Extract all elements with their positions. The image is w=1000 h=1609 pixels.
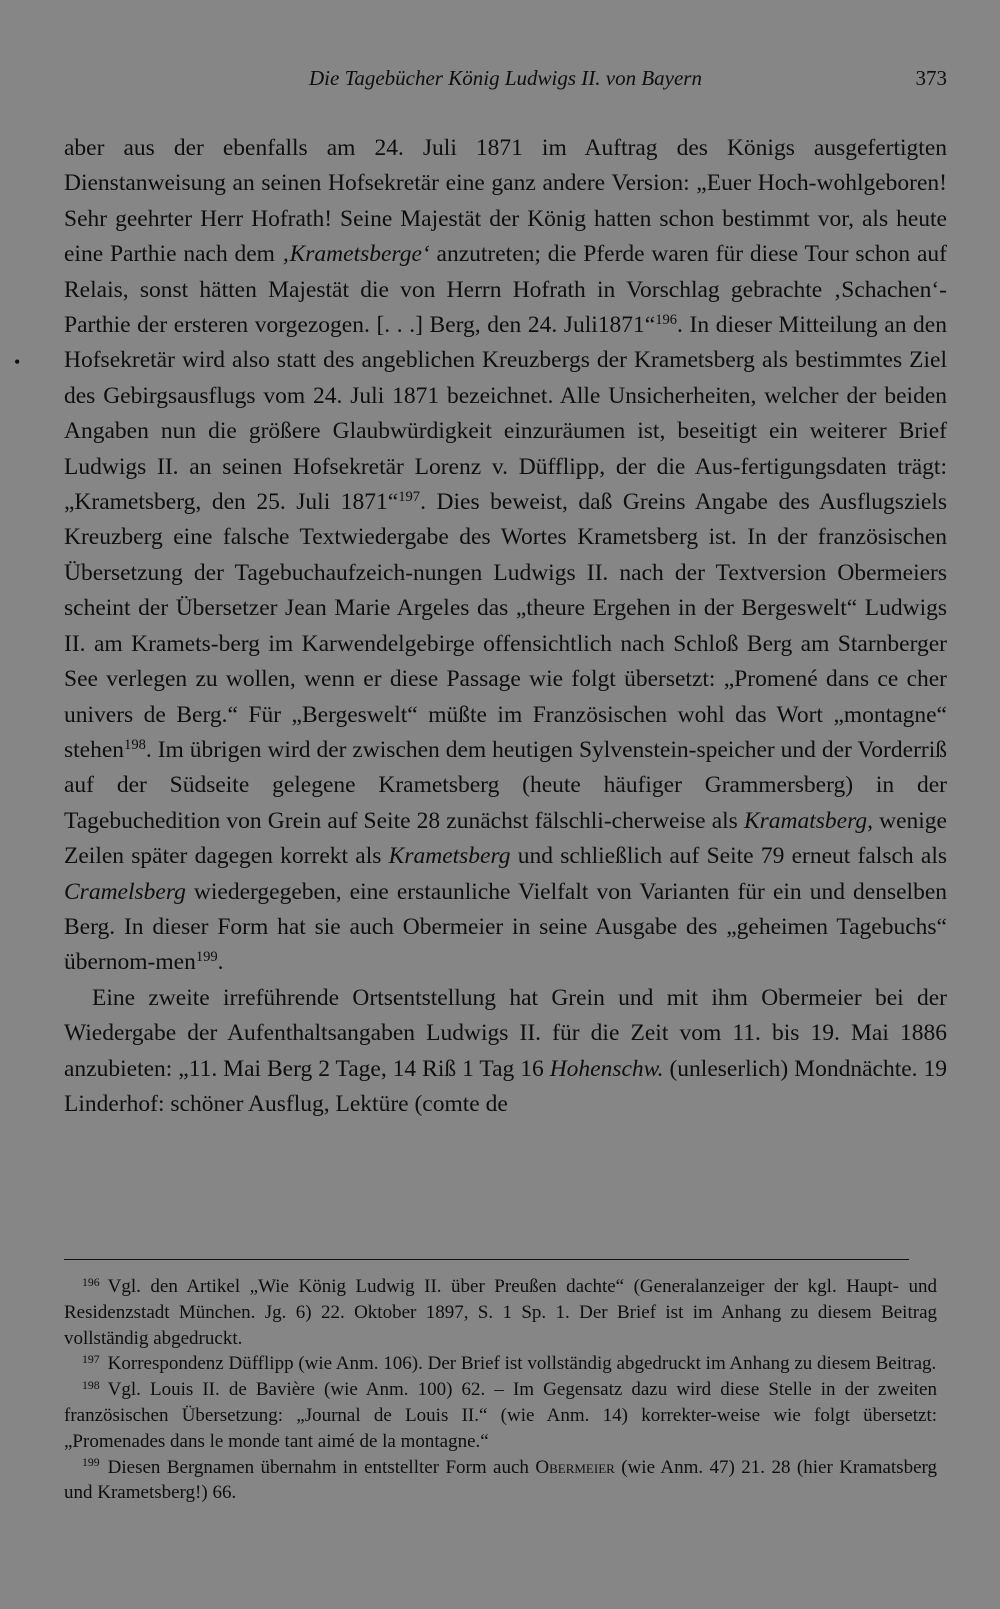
- footnotes: [64, 1274, 937, 1506]
- footnote-ref-199[interactable]: 199: [195, 949, 218, 966]
- footnote-number: 196: [82, 1275, 100, 1289]
- text-run: Eine zweite irreführende Ortsentstellung hat Grein und mit ihm Obermeier bei der Wiedergabe der Aufenthaltsangaben Ludwigs II. für die Zeit vom 11. bis 19. Mai 1886 anzubieten: „11. Mai Berg 2 Tage, 14 Riß 1 Tag 16: [64, 984, 947, 1082]
- page-number: 373: [915, 66, 947, 90]
- paragraph-1: [64, 131, 947, 981]
- italic-run: Hohenschw.: [549, 1055, 664, 1082]
- footnote-197: [64, 1351, 937, 1377]
- text-run: und schließlich auf Seite 79 erneut falsch als: [510, 843, 947, 870]
- text-run: . Dies beweist, daß Greins Angabe des Ausflugsziels Kreuzberg eine falsche Textwiedergabe des Wortes Krametsberg ist. In der französischen Übersetzung der Tagebuchaufzeich-nungen Ludwigs II. nach der Textversion Obermeiers scheint der Übersetzer Jean Marie Argeles das „theure Ergehen in der Bergeswelt“ Ludwigs II. am Kramets-berg im Karwendelgebirge offensichtlich nach Schloß Berg am Starnberger See verlegen zu wollen, wenn er diese Passage wie folgt übersetzt: „Promené dans ce cher univers de Berg.“ Für „Bergeswelt“ müßte im Französischen wohl das Wort „montagne“ stehen: [64, 489, 948, 763]
- body-text: [64, 131, 947, 1122]
- paragraph-2: [64, 981, 947, 1123]
- footnote-199: [64, 1455, 937, 1507]
- margin-mark: •: [14, 352, 21, 372]
- running-header: [64, 62, 947, 94]
- text-run: aber aus der ebenfalls am 24. Juli 1871 im Auftrag des Königs ausgefertigten Dienstanweisung an seinen Hofsekretär eine ganz andere Version: „Euer Hoch-wohlgeboren! Sehr geehrter Herr Hofrath! Seine Majestät der König hatten schon bestimmt vor, als heute eine Parthie nach dem: [64, 135, 947, 268]
- italic-run: Kramatsberg: [743, 807, 868, 834]
- footnote-text: Korrespondenz Düfflipp (wie Anm. 106). Der Brief ist vollständig abgedruckt im Anhang zu diesem Beitrag.: [107, 1353, 937, 1375]
- italic-run: Krametsberg: [388, 843, 511, 870]
- footnote-ref-196[interactable]: 196: [655, 312, 678, 329]
- footnote-number: 198: [82, 1378, 100, 1392]
- footnote-text: Diesen Bergnamen übernahm in entstellter Form auch: [107, 1456, 536, 1478]
- text-run: . In dieser Mitteilung an den Hofsekretär wird also statt des angeblichen Kreuzbergs der Krametsberg als bestimmtes Ziel des Gebirgsausflugs vom 24. Juli 1871 bezeichnet. Alle Unsicherheiten, welcher der beiden Angaben nun die größere Glaubwürdigkeit einzuräumen ist, beseitigt ein weiterer Brief Ludwigs II. an seinen Hofsekretär Lorenz v. Düfflipp, der die Aus-fertigungsdaten trägt: „Krametsberg, den 25. Juli 1871“: [64, 312, 947, 516]
- author-name: Obermeier: [535, 1456, 615, 1478]
- footnote-text: Vgl. den Artikel „Wie König Ludwig II. über Preußen dachte“ (Generalanzeiger der kgl. Haupt- und Residenzstadt München. Jg. 6) 22. Oktober 1897, S. 1 Sp. 1. Der Brief ist im Anhang zu diesem Beitrag vollständig abgedruckt.: [64, 1276, 937, 1349]
- footnote-198: [64, 1377, 937, 1454]
- italic-run: ‚Krametsberge‘: [281, 241, 430, 268]
- footnote-text: Vgl. Louis II. de Bavière (wie Anm. 100) 62. – Im Gegensatz dazu wird diese Stelle in der zweiten französischen Übersetzung: „Journal de Louis II.“ (wie Anm. 14) korrekter-weise wie folgt übersetzt: „Promenades dans le monde tant aimé de la montagne.“: [64, 1379, 937, 1452]
- footnote-ref-198[interactable]: 198: [124, 736, 146, 753]
- footnote-separator: [64, 1259, 909, 1260]
- running-title: Die Tagebücher König Ludwigs II. von Bayern: [309, 66, 702, 90]
- footnote-number: 199: [82, 1456, 100, 1470]
- text-run: wiedergegeben, eine erstaunliche Vielfalt von Varianten für ein und denselben Berg. In dieser Form hat sie auch Obermeier in seine Ausgabe des „geheimen Tagebuchs“ übernom-men: [64, 878, 947, 976]
- footnote-ref-197[interactable]: 197: [398, 489, 421, 506]
- footnote-196: [64, 1274, 937, 1351]
- italic-run: Cramelsberg: [64, 878, 186, 905]
- text-run: . Im übrigen wird der zwischen dem heutigen Sylvenstein-speicher und der Vorderriß auf der Südseite gelegene Krametsberg (heute häufiger Grammersberg) in der Tagebuchedition von Grein auf Seite 28 zunächst fälschli-cherweise als: [64, 736, 947, 834]
- footnote-number: 197: [82, 1352, 100, 1366]
- text-run: (unleserlich) Mondnächte. 19 Linderhof: schöner Ausflug, Lektüre (comte de: [64, 1055, 947, 1117]
- text-run: .: [217, 949, 224, 976]
- text-run: , wenige Zeilen später dagegen korrekt als: [64, 807, 947, 870]
- text-run: anzutreten; die Pferde waren für diese Tour schon auf Relais, sonst hätten Majestät die von Herrn Hofrath in Vorschlag gebrachte ‚Schachen‘-Parthie der ersteren vorgezogen. [. . .] Berg, den 24. Juli1871“: [64, 241, 947, 339]
- footnote-text: (wie Anm. 47) 21. 28 (hier Kramatsberg und Krametsberg!) 66.: [64, 1456, 937, 1504]
